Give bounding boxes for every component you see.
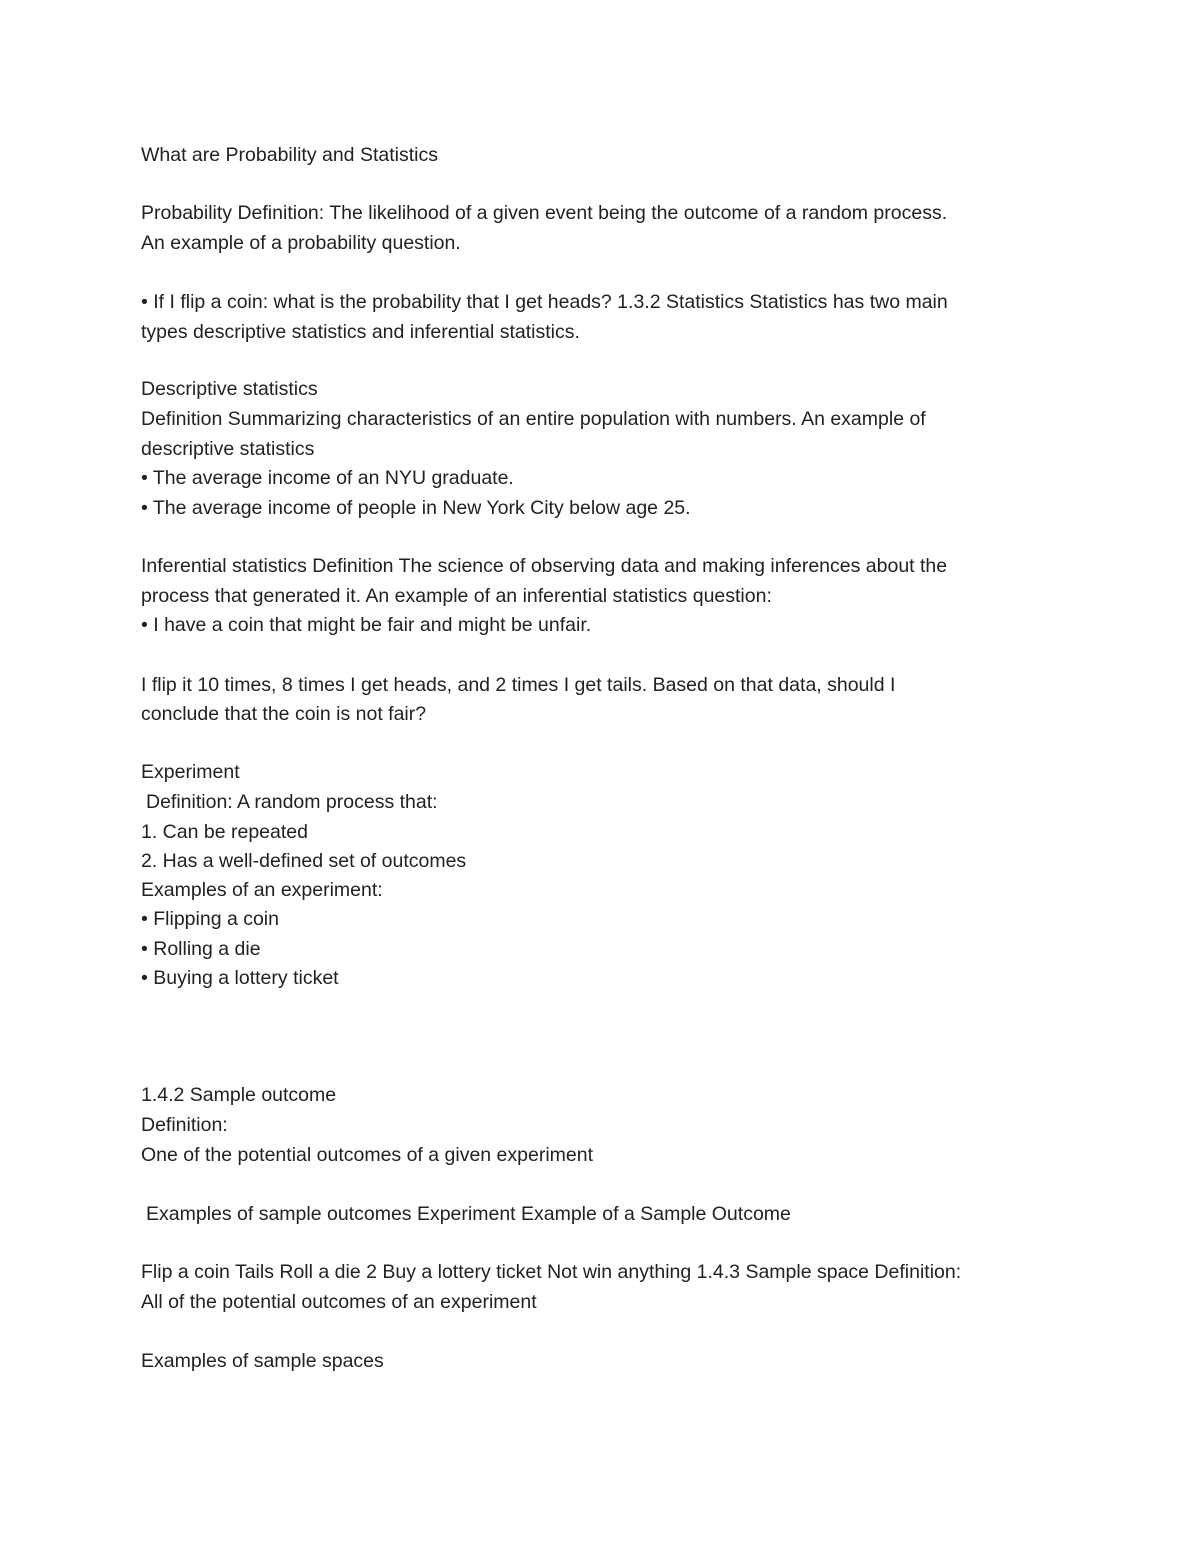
bullet-line: • If I flip a coin: what is the probability that I get heads? 1.3.2 Statistics Statistics has two main bbox=[141, 291, 948, 313]
section-heading: Experiment bbox=[141, 761, 240, 783]
text-line: Definition Summarizing characteristics of an entire population with numbers. An example of bbox=[141, 408, 926, 430]
bullet-line: • Buying a lottery ticket bbox=[141, 967, 339, 989]
text-line: Definition: A random process that: bbox=[146, 791, 438, 813]
text-line: conclude that the coin is not fair? bbox=[141, 703, 427, 725]
text-line: Probability Definition: The likelihood of a given event being the outcome of a random process. bbox=[141, 202, 948, 224]
text-line: An example of a probability question. bbox=[141, 232, 461, 254]
numbered-line: 1. Can be repeated bbox=[141, 821, 308, 843]
text-line: Inferential statistics Definition The science of observing data and making inferences about the bbox=[141, 555, 948, 577]
bullet-line: • Rolling a die bbox=[141, 938, 261, 960]
text-line: I flip it 10 times, 8 times I get heads, and 2 times I get tails. Based on that data, should I bbox=[141, 674, 896, 696]
section-heading: 1.4.2 Sample outcome bbox=[141, 1084, 337, 1106]
numbered-line: 2. Has a well-defined set of outcomes bbox=[141, 850, 467, 872]
text-line: Flip a coin Tails Roll a die 2 Buy a lottery ticket Not win anything 1.4.3 Sample space Definition: bbox=[141, 1261, 962, 1283]
text-line: descriptive statistics bbox=[141, 438, 315, 460]
bullet-line: • The average income of people in New York City below age 25. bbox=[141, 497, 691, 519]
text-line: Examples of sample spaces bbox=[141, 1350, 384, 1372]
bullet-line: • Flipping a coin bbox=[141, 908, 279, 930]
bullet-line: • The average income of an NYU graduate. bbox=[141, 467, 514, 489]
text-line: One of the potential outcomes of a given experiment bbox=[141, 1144, 594, 1166]
text-line: process that generated it. An example of an inferential statistics question: bbox=[141, 585, 772, 607]
bullet-line: • I have a coin that might be fair and might be unfair. bbox=[141, 614, 592, 636]
text-line: All of the potential outcomes of an experiment bbox=[141, 1291, 537, 1313]
text-line: Examples of an experiment: bbox=[141, 879, 383, 901]
text-line: Examples of sample outcomes Experiment Example of a Sample Outcome bbox=[146, 1203, 791, 1225]
section-heading: Descriptive statistics bbox=[141, 378, 318, 400]
text-line: types descriptive statistics and inferential statistics. bbox=[141, 321, 580, 343]
document-title: What are Probability and Statistics bbox=[141, 144, 438, 166]
text-line: Definition: bbox=[141, 1114, 228, 1136]
